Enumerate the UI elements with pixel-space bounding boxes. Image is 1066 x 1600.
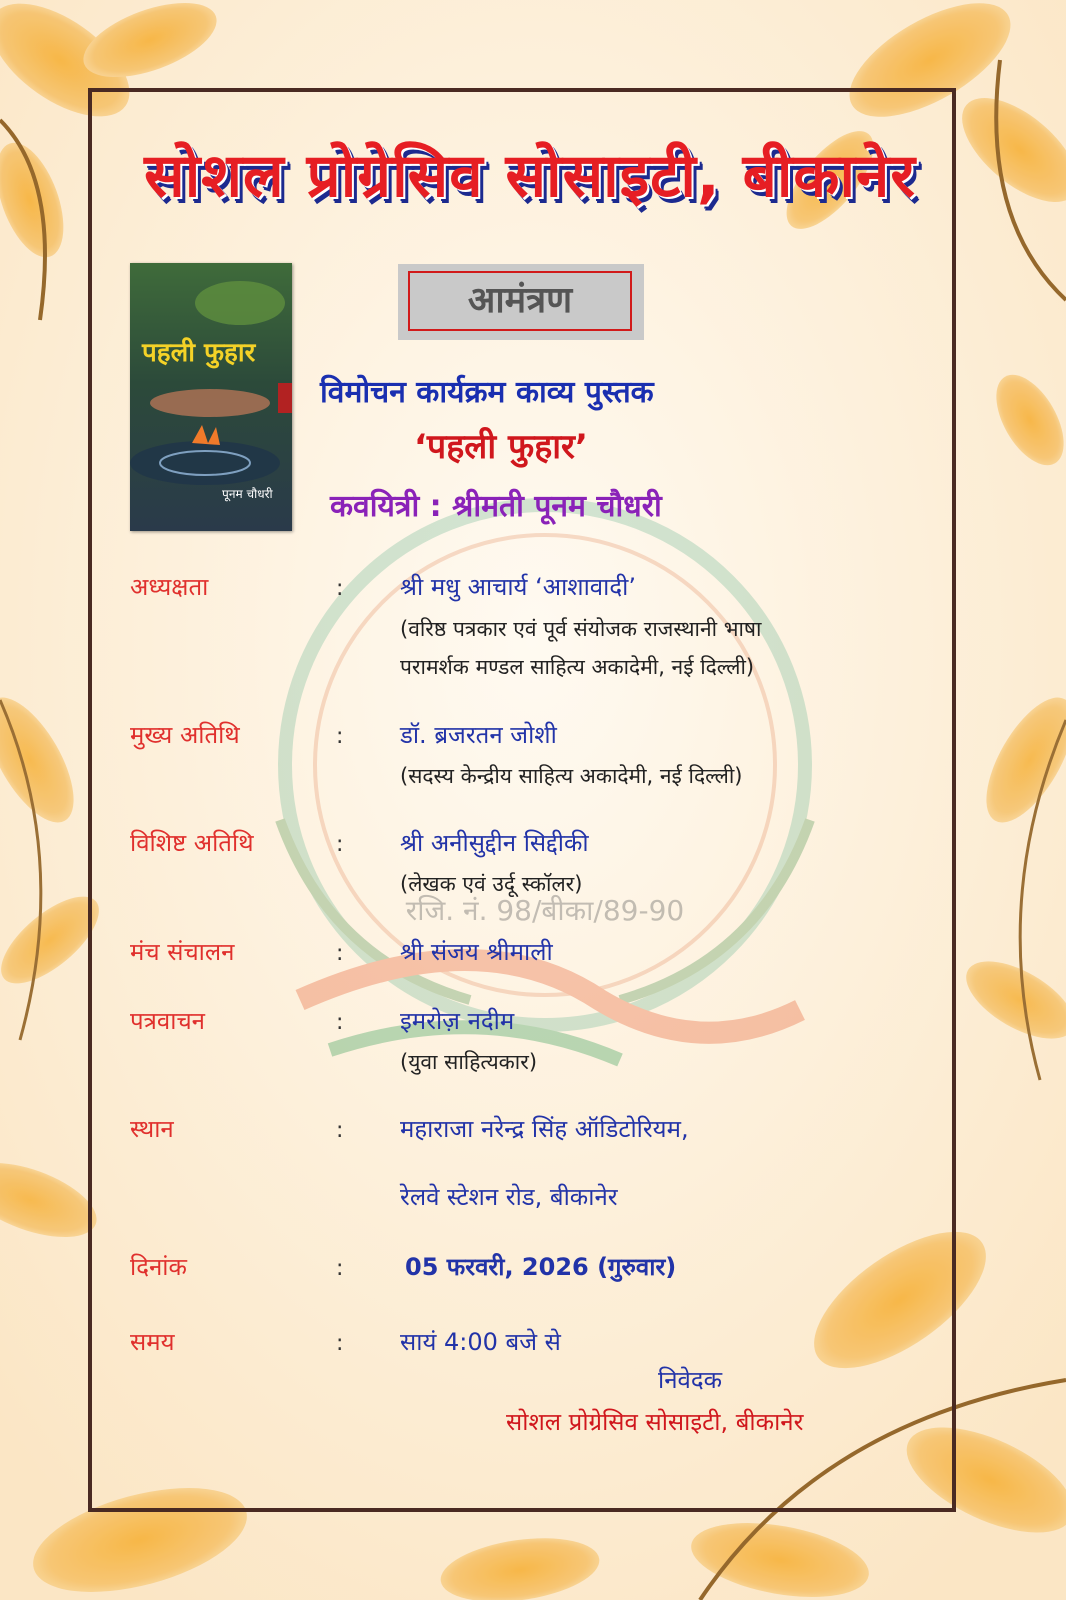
label-venue: स्थान <box>130 1115 174 1143</box>
value-paper-reading: इमरोज़ नदीम <box>400 1007 515 1035</box>
colon: : <box>336 1118 344 1143</box>
colon: : <box>336 941 344 966</box>
colon: : <box>336 576 344 601</box>
value-special-guest: श्री अनीसुद्दीन सिद्दीकी <box>400 829 589 857</box>
note-chief-guest: (सदस्य केन्द्रीय साहित्य अकादेमी, नई दिल्ली) <box>400 764 743 788</box>
label-chair: अध्यक्षता <box>130 573 209 601</box>
event-type: विमोचन कार्यक्रम काव्य पुस्तक <box>320 375 654 410</box>
value-date: 05 फरवरी, 2026 (गुरुवार) <box>405 1253 677 1281</box>
colon: : <box>336 1256 344 1281</box>
book-cover-image <box>130 263 292 531</box>
note-special-guest: (लेखक एवं उर्दू स्कॉलर) <box>400 872 583 896</box>
colon: : <box>336 724 344 749</box>
poet-name: कवयित्री : श्रीमती पूनम चौधरी <box>330 489 662 524</box>
footer-nivedak: निवेदक <box>658 1366 723 1394</box>
value-anchor: श्री संजय श्रीमाली <box>400 938 553 966</box>
colon: : <box>336 1010 344 1035</box>
value-chair: श्री मधु आचार्य ‘आशावादी’ <box>400 573 636 601</box>
label-anchor: मंच संचालन <box>130 938 235 966</box>
invitation-label-box <box>398 264 644 340</box>
colon: : <box>336 832 344 857</box>
colon: : <box>336 1331 344 1356</box>
label-chief-guest: मुख्य अतिथि <box>130 721 240 749</box>
label-date: दिनांक <box>130 1253 187 1281</box>
header-title: सोशल प्रोग्रेसिव सोसाइटी, बीकानेर <box>144 141 916 211</box>
cover-author: पूनम चौधरी <box>222 487 273 501</box>
label-time: समय <box>130 1328 175 1356</box>
note-paper-reading: (युवा साहित्यकार) <box>400 1050 538 1074</box>
note-chair-2: परामर्शक मण्डल साहित्य अकादेमी, नई दिल्ली) <box>400 655 755 679</box>
label-paper-reading: पत्रवाचन <box>130 1007 205 1035</box>
seal-text: रजि. नं. 98/बीका/89-90 <box>405 894 685 927</box>
book-title: ‘पहली फुहार’ <box>414 427 588 467</box>
value-time: सायं 4:00 बजे से <box>400 1328 561 1356</box>
cover-title: पहली फुहार <box>142 338 256 368</box>
note-chair-1: (वरिष्ठ पत्रकार एवं पूर्व संयोजक राजस्थानी भाषा <box>400 617 762 641</box>
value-venue-line2: रेलवे स्टेशन रोड, बीकानेर <box>400 1183 618 1211</box>
label-special-guest: विशिष्ट अतिथि <box>130 829 254 857</box>
value-chief-guest: डॉ. ब्रजरतन जोशी <box>400 721 557 749</box>
value-venue: महाराजा नरेन्द्र सिंह ऑडिटोरियम, <box>400 1115 689 1143</box>
invitation-label: आमंत्रण <box>408 271 632 331</box>
footer-organization: सोशल प्रोग्रेसिव सोसाइटी, बीकानेर <box>506 1408 804 1436</box>
